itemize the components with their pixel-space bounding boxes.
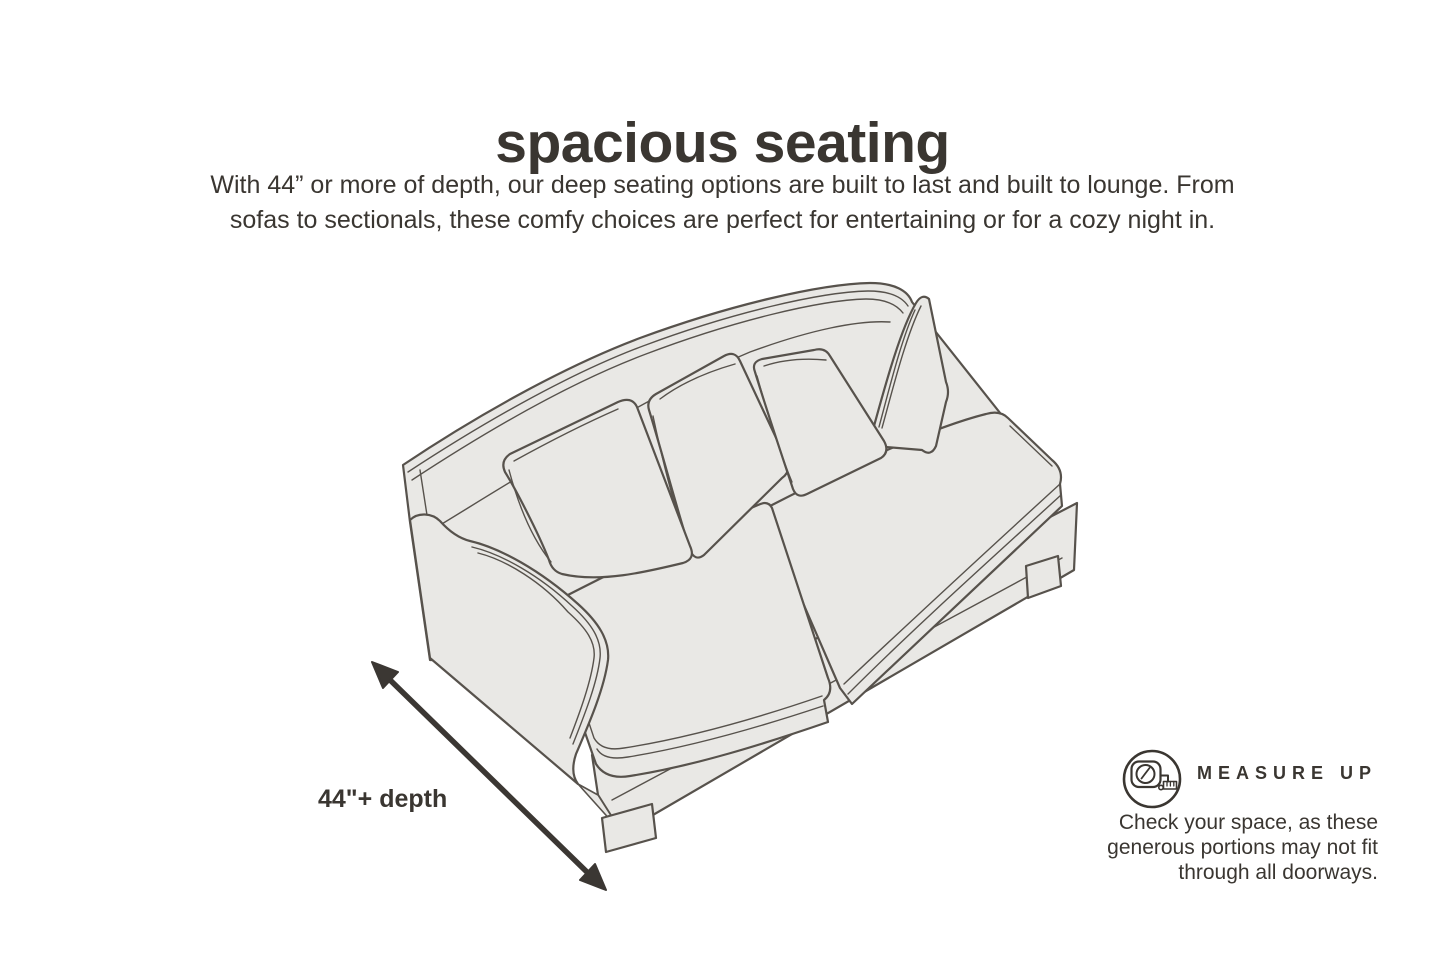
measure-note-line-3: through all doorways.	[1178, 861, 1378, 884]
measure-note-line-1: Check your space, as these	[1118, 811, 1378, 834]
measure-up-note	[1038, 810, 1378, 885]
intro-line-1: With 44” or more of depth, our deep seating options are built to last and built to lounge. From	[210, 171, 1235, 199]
page-title: spacious seating	[495, 111, 950, 176]
tape-measure-icon	[1121, 748, 1183, 810]
measure-up-title: MEASURE UP	[1197, 763, 1378, 783]
intro-line-2: sofas to sectionals, these comfy choices are perfect for entertaining or for a cozy night in.	[229, 206, 1216, 234]
measure-note-line-2: generous portions may not fit	[1107, 836, 1378, 859]
sofa-illustration	[403, 283, 1077, 852]
depth-dimension-label: 44"+ depth	[318, 785, 448, 813]
